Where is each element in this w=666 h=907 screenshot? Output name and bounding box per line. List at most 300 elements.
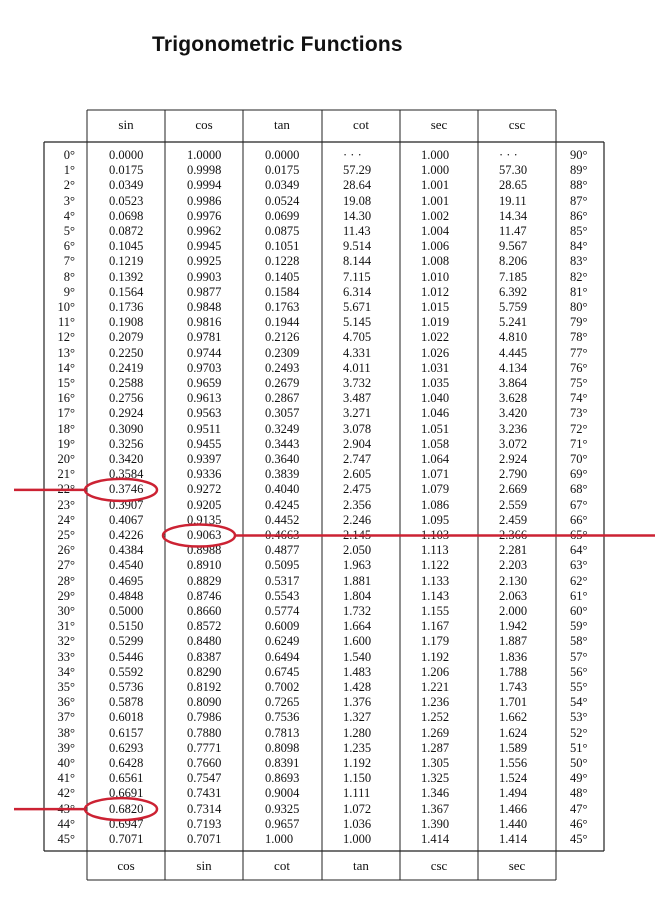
column-header: csc [508, 117, 526, 132]
table-cell: 1.179 [421, 634, 450, 649]
table-cell: 2.669 [499, 482, 528, 497]
table-cell: 0.2250 [109, 345, 144, 360]
table-cell: 0.9848 [187, 300, 222, 314]
table-cell: 0.9703 [187, 360, 222, 375]
column-header: sec [430, 117, 448, 132]
table-cell: 0.5736 [109, 680, 144, 694]
degree-label: 18° [57, 421, 75, 436]
table-cell: 1.327 [343, 710, 372, 725]
complement-degree-label: 57° [570, 649, 588, 664]
table-cell: 14.34 [499, 208, 528, 223]
degree-label: 36° [57, 695, 75, 710]
table-cell: 1.122 [421, 558, 450, 573]
table-cell: 1.963 [343, 558, 372, 573]
table-cell: 0.7193 [187, 816, 222, 831]
table-cell: 0.9998 [187, 163, 222, 178]
table-cell: 1.466 [499, 801, 528, 816]
table-cell: 1.556 [499, 756, 528, 770]
table-cell: 1.040 [421, 391, 450, 406]
table-cell: 0.2924 [109, 406, 144, 421]
table-cell: 0.9903 [187, 269, 222, 284]
table-cell: 0.2419 [109, 360, 144, 375]
complement-degree-label: 68° [570, 482, 588, 497]
table-cell: 0.0349 [265, 178, 300, 193]
complement-degree-label: 49° [570, 771, 588, 786]
table-cell: 0.1051 [265, 239, 300, 254]
table-cell: 4.445 [499, 345, 528, 360]
table-cell: 1.206 [421, 664, 450, 679]
table-cell: 0.3249 [265, 421, 300, 436]
table-cell: 1.072 [343, 801, 372, 816]
complement-degree-label: 80° [570, 300, 588, 314]
table-cell: 11.43 [343, 224, 371, 238]
table-cell: 0.4877 [265, 543, 300, 558]
degree-label: 33° [57, 649, 75, 664]
complement-degree-label: 55° [570, 680, 588, 694]
table-cell: 1.002 [421, 208, 450, 223]
table-cell: 1.015 [421, 300, 450, 314]
table-cell: 0.0872 [109, 224, 144, 238]
column-footer: sin [196, 858, 212, 873]
table-cell: 0.9272 [187, 482, 222, 497]
table-cell: 1.086 [421, 497, 450, 512]
table-cell: 1.367 [421, 801, 450, 816]
table-cell: 4.011 [343, 360, 371, 375]
table-cell: 1.235 [343, 740, 372, 755]
table-cell: 0.6561 [109, 771, 144, 786]
complement-degree-label: 67° [570, 497, 588, 512]
table-cell: 1.325 [421, 771, 450, 786]
degree-label: 35° [57, 680, 75, 694]
table-cell: 2.356 [343, 497, 372, 512]
complement-degree-label: 90° [570, 148, 588, 162]
degree-label: 9° [63, 284, 75, 299]
table-cell: 1.111 [343, 786, 371, 801]
table-cell: 0.8829 [187, 573, 222, 588]
table-cell: 0.9657 [265, 816, 300, 831]
table-cell: 1.000 [421, 148, 450, 162]
table-cell: 0.8660 [187, 604, 222, 618]
table-cell: · · · [343, 148, 362, 162]
complement-degree-label: 71° [570, 436, 588, 451]
complement-degree-label: 66° [570, 512, 588, 527]
table-cell: 1.167 [421, 619, 450, 634]
table-cell: 2.559 [499, 497, 528, 512]
table-cell: 0.4695 [109, 573, 144, 588]
table-cell: 0.2493 [265, 360, 300, 375]
table-cell: 0.5543 [265, 588, 300, 603]
table-cell: 0.1584 [265, 284, 300, 299]
complement-degree-label: 65° [570, 528, 588, 542]
degree-label: 26° [57, 543, 75, 558]
table-cell: 19.11 [499, 193, 527, 208]
table-cell: 1.804 [343, 588, 372, 603]
table-cell: 6.392 [499, 284, 528, 299]
degree-label: 30° [57, 604, 75, 618]
table-cell: 0.8572 [187, 619, 222, 634]
table-cell: 0.3584 [109, 467, 144, 482]
table-cell: 0.0524 [265, 193, 300, 208]
table-cell: 0.8480 [187, 634, 222, 649]
complement-degree-label: 50° [570, 756, 588, 770]
degree-label: 20° [57, 452, 75, 466]
table-cell: 0.1564 [109, 284, 144, 299]
table-cell: 0.8391 [265, 756, 300, 770]
table-cell: 1.051 [421, 421, 450, 436]
table-cell: 1.414 [421, 832, 450, 846]
table-cell: 0.7880 [187, 725, 222, 740]
degree-label: 10° [57, 300, 75, 314]
table-cell: 1.881 [343, 573, 372, 588]
table-cell: 4.810 [499, 330, 528, 345]
table-cell: 0.9781 [187, 330, 222, 345]
table-cell: 0.3057 [265, 406, 300, 421]
table-cell: 0.9511 [187, 421, 221, 436]
table-cell: 14.30 [343, 208, 372, 223]
table-cell: 1.001 [421, 193, 450, 208]
table-cell: 1.150 [343, 771, 372, 786]
table-cell: 0.5774 [265, 604, 300, 618]
column-header: sin [118, 117, 134, 132]
table-cell: 2.145 [343, 528, 372, 542]
table-cell: 0.9659 [187, 376, 222, 390]
table-cell: 0.8192 [187, 680, 222, 694]
table-cell: 1.524 [499, 771, 528, 786]
degree-label: 31° [57, 619, 75, 634]
table-cell: 4.331 [343, 345, 372, 360]
table-cell: 0.8387 [187, 649, 222, 664]
table-cell: 0.1908 [109, 315, 144, 330]
table-cell: 7.185 [499, 269, 528, 284]
table-cell: 7.115 [343, 269, 371, 284]
table-cell: 0.9205 [187, 497, 222, 512]
complement-degree-label: 47° [570, 801, 588, 816]
table-cell: 2.050 [343, 543, 372, 558]
complement-degree-label: 51° [570, 740, 588, 755]
table-cell: 0.7986 [187, 710, 222, 725]
table-cell: 1.600 [343, 634, 372, 649]
complement-degree-label: 87° [570, 193, 588, 208]
table-cell: 1.019 [421, 315, 450, 330]
table-cell: 0.1405 [265, 269, 300, 284]
table-cell: 0.2867 [265, 391, 300, 406]
degree-label: 40° [57, 756, 75, 770]
table-cell: 1.440 [499, 816, 528, 831]
table-cell: 1.010 [421, 269, 450, 284]
table-cell: 9.567 [499, 239, 528, 254]
table-cell: 3.487 [343, 391, 372, 406]
table-cell: 1.252 [421, 710, 450, 725]
degree-label: 19° [57, 436, 75, 451]
table-cell: 0.1228 [265, 254, 300, 269]
table-cell: 1.428 [343, 680, 372, 694]
degree-label: 3° [63, 193, 75, 208]
table-cell: 0.9336 [187, 467, 222, 482]
complement-degree-label: 62° [570, 573, 588, 588]
table-cell: 4.134 [499, 360, 528, 375]
table-cell: 0.5095 [265, 558, 300, 573]
table-cell: 0.2309 [265, 345, 300, 360]
table-cell: 1.269 [421, 725, 450, 740]
complement-degree-label: 48° [570, 786, 588, 801]
table-cell: 0.2588 [109, 376, 144, 390]
table-cell: 0.4067 [109, 512, 144, 527]
complement-degree-label: 61° [570, 588, 588, 603]
table-cell: 0.3090 [109, 421, 144, 436]
table-cell: 19.08 [343, 193, 372, 208]
table-cell: 0.1045 [109, 239, 144, 254]
table-cell: 1.192 [421, 649, 450, 664]
complement-degree-label: 58° [570, 634, 588, 649]
table-cell: 0.6018 [109, 710, 144, 725]
table-cell: 3.078 [343, 421, 372, 436]
table-cell: · · · [499, 148, 518, 162]
complement-degree-label: 78° [570, 330, 588, 345]
table-cell: 3.236 [499, 421, 528, 436]
table-cell: 1.058 [421, 436, 450, 451]
table-cell: 3.732 [343, 376, 372, 390]
degree-label: 32° [57, 634, 75, 649]
table-cell: 0.3640 [265, 452, 300, 466]
table-cell: 1.133 [421, 573, 450, 588]
complement-degree-label: 73° [570, 406, 588, 421]
table-cell: 0.8693 [265, 771, 300, 786]
complement-degree-label: 75° [570, 376, 588, 390]
complement-degree-label: 76° [570, 360, 588, 375]
table-cell: 1.836 [499, 649, 528, 664]
degree-label: 1° [63, 163, 75, 178]
table-cell: 5.671 [343, 300, 372, 314]
column-header: cot [353, 117, 369, 132]
table-cell: 1.004 [421, 224, 450, 238]
degree-label: 42° [57, 786, 75, 801]
table-cell: 0.7002 [265, 680, 300, 694]
table-cell: 0.8988 [187, 543, 222, 558]
table-cell: 2.790 [499, 467, 528, 482]
table-cell: 3.420 [499, 406, 528, 421]
table-cell: 1.390 [421, 816, 450, 831]
table-cell: 0.6820 [109, 801, 144, 816]
table-cell: 0.9004 [265, 786, 300, 801]
table-cell: 1.031 [421, 360, 450, 375]
degree-label: 45° [57, 832, 75, 846]
table-cell: 0.9994 [187, 178, 222, 193]
table-cell: 1.000 [421, 163, 450, 178]
table-cell: 1.305 [421, 756, 450, 770]
table-cell: 0.4245 [265, 497, 300, 512]
complement-degree-label: 83° [570, 254, 588, 269]
table-cell: 0.9455 [187, 436, 222, 451]
complement-degree-label: 79° [570, 315, 588, 330]
table-cell: 1.287 [421, 740, 450, 755]
degree-label: 14° [57, 360, 75, 375]
table-cell: 4.705 [343, 330, 372, 345]
table-cell: 0.2079 [109, 330, 144, 345]
column-footer: cot [274, 858, 290, 873]
complement-degree-label: 54° [570, 695, 588, 710]
table-cell: 0.6428 [109, 756, 144, 770]
degree-label: 37° [57, 710, 75, 725]
table-cell: 0.5592 [109, 664, 144, 679]
table-cell: 28.65 [499, 178, 528, 193]
table-cell: 0.0698 [109, 208, 144, 223]
table-cell: 1.000 [265, 832, 294, 846]
table-cell: 0.3443 [265, 436, 300, 451]
table-cell: 0.7314 [187, 801, 222, 816]
table-cell: 1.788 [499, 664, 528, 679]
table-cell: 1.095 [421, 512, 450, 527]
table-cell: 0.7265 [265, 695, 300, 710]
table-cell: 57.30 [499, 163, 528, 178]
table-cell: 1.624 [499, 725, 528, 740]
table-cell: 1.006 [421, 239, 450, 254]
table-cell: 2.366 [499, 528, 528, 542]
table-cell: 1.012 [421, 284, 450, 299]
table-cell: 1.192 [343, 756, 372, 770]
table-cell: 2.000 [499, 604, 528, 618]
degree-label: 7° [63, 254, 75, 269]
table-cell: 0.9744 [187, 345, 222, 360]
table-cell: 0.8098 [265, 740, 300, 755]
degree-label: 41° [57, 771, 75, 786]
complement-degree-label: 86° [570, 208, 588, 223]
table-cell: 1.113 [421, 543, 449, 558]
table-cell: 1.008 [421, 254, 450, 269]
degree-label: 29° [57, 588, 75, 603]
complement-degree-label: 82° [570, 269, 588, 284]
table-cell: 0.3839 [265, 467, 300, 482]
complement-degree-label: 52° [570, 725, 588, 740]
degree-label: 27° [57, 558, 75, 573]
table-cell: 0.3746 [109, 482, 144, 497]
table-cell: 1.662 [499, 710, 528, 725]
table-cell: 2.904 [343, 436, 372, 451]
table-cell: 0.9976 [187, 208, 222, 223]
column-footer: sec [508, 858, 526, 873]
table-cell: 1.000 [343, 832, 372, 846]
table-cell: 3.072 [499, 436, 528, 451]
table-cell: 3.271 [343, 406, 372, 421]
table-cell: 0.9945 [187, 239, 222, 254]
complement-degree-label: 46° [570, 816, 588, 831]
table-cell: 1.701 [499, 695, 528, 710]
table-cell: 0.7431 [187, 786, 222, 801]
degree-label: 6° [63, 239, 75, 254]
table-cell: 0.6947 [109, 816, 144, 831]
degree-label: 28° [57, 573, 75, 588]
table-cell: 1.732 [343, 604, 372, 618]
degree-label: 8° [63, 269, 75, 284]
table-cell: 1.035 [421, 376, 450, 390]
table-cell: 1.079 [421, 482, 450, 497]
table-cell: 0.9962 [187, 224, 222, 238]
table-cell: 0.1763 [265, 300, 300, 314]
table-cell: 1.664 [343, 619, 372, 634]
table-cell: 0.4848 [109, 588, 144, 603]
table-cell: 0.7547 [187, 771, 222, 786]
table-cell: 0.2679 [265, 376, 300, 390]
complement-degree-label: 84° [570, 239, 588, 254]
table-cell: 1.494 [499, 786, 528, 801]
table-cell: 0.6293 [109, 740, 144, 755]
table-cell: 57.29 [343, 163, 372, 178]
degree-label: 4° [63, 208, 75, 223]
complement-degree-label: 70° [570, 452, 588, 466]
complement-degree-label: 89° [570, 163, 588, 178]
table-cell: 0.0875 [265, 224, 300, 238]
table-cell: 0.8910 [187, 558, 222, 573]
degree-label: 38° [57, 725, 75, 740]
degree-label: 25° [57, 528, 75, 542]
table-cell: 0.9877 [187, 284, 222, 299]
table-cell: 0.6009 [265, 619, 300, 634]
complement-degree-label: 69° [570, 467, 588, 482]
table-cell: 1.743 [499, 680, 528, 694]
table-cell: 1.346 [421, 786, 450, 801]
degree-label: 16° [57, 391, 75, 406]
table-cell: 0.6691 [109, 786, 144, 801]
table-cell: 1.071 [421, 467, 450, 482]
complement-degree-label: 60° [570, 604, 588, 618]
degree-label: 44° [57, 816, 75, 831]
degree-label: 15° [57, 376, 75, 390]
table-cell: 0.7771 [187, 740, 222, 755]
table-cell: 3.864 [499, 376, 528, 390]
table-cell: 0.0699 [265, 208, 300, 223]
table-cell: 1.376 [343, 695, 372, 710]
table-cell: 0.2756 [109, 391, 144, 406]
table-cell: 0.4663 [265, 528, 300, 542]
column-footer: cos [117, 858, 135, 873]
table-cell: 5.145 [343, 315, 372, 330]
table-cell: 0.0000 [109, 148, 144, 162]
table-cell: 0.2126 [265, 330, 300, 345]
complement-degree-label: 74° [570, 391, 588, 406]
complement-degree-label: 59° [570, 619, 588, 634]
table-cell: 0.9986 [187, 193, 222, 208]
table-cell: 0.0349 [109, 178, 144, 193]
table-cell: 5.241 [499, 315, 528, 330]
column-header: cos [195, 117, 213, 132]
complement-degree-label: 72° [570, 421, 588, 436]
table-cell: 3.628 [499, 391, 528, 406]
column-footer: csc [430, 858, 448, 873]
table-cell: 0.3420 [109, 452, 144, 466]
table-cell: 0.8290 [187, 664, 222, 679]
degree-label: 12° [57, 330, 75, 345]
degree-label: 21° [57, 467, 75, 482]
table-cell: 2.130 [499, 573, 528, 588]
complement-degree-label: 45° [570, 832, 588, 846]
table-cell: 0.7071 [109, 832, 144, 846]
table-cell: 1.064 [421, 452, 450, 466]
table-cell: 0.9563 [187, 406, 222, 421]
table-cell: 0.8746 [187, 588, 222, 603]
table-cell: 0.0523 [109, 193, 144, 208]
table-cell: 1.414 [499, 832, 528, 846]
table-cell: 2.063 [499, 588, 528, 603]
complement-degree-label: 53° [570, 710, 588, 725]
table-cell: 0.1736 [109, 300, 144, 314]
table-cell: 1.540 [343, 649, 372, 664]
table-cell: 0.5878 [109, 695, 144, 710]
table-cell: 1.0000 [187, 148, 222, 162]
table-cell: 2.459 [499, 512, 528, 527]
degree-label: 34° [57, 664, 75, 679]
table-cell: 0.9325 [265, 801, 300, 816]
complement-degree-label: 64° [570, 543, 588, 558]
table-cell: 6.314 [343, 284, 372, 299]
